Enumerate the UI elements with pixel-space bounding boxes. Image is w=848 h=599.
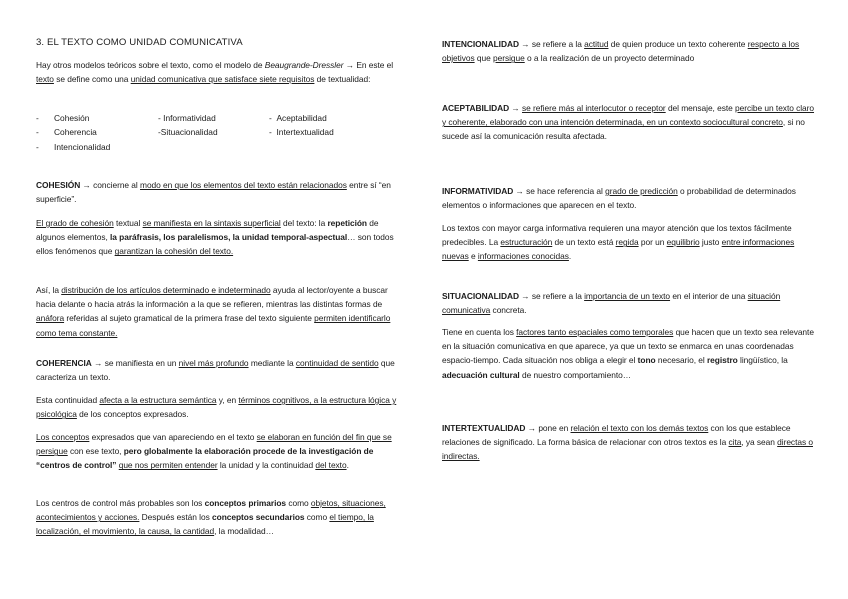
cohesion-paragraph-3: Así, la distribución de los artículos determinado e indeterminado ayuda al lector/oyente a buscar hacia delante o hacia atrás la información a la que se refieren, mientras las distintas formas de anáfora referidas al sujeto gramatical de la primera frase del texto siguiente permiten identificarlo como tema constante. bbox=[36, 285, 391, 338]
list-item: - Aceptabilidad bbox=[269, 113, 327, 123]
list-item: - Intencionalidad bbox=[36, 142, 111, 152]
intencionalidad-definition: INTENCIONALIDAD → se refiere a la actitud de quien produce un texto coherente respecto a los objetivos que persigue o a la realización de un proyecto determinado bbox=[442, 39, 800, 64]
informatividad-definition: INFORMATIVIDAD → se hace referencia al grado de predicción o probabilidad de determinados elementos o informaciones que aparecen en el texto. bbox=[442, 186, 796, 211]
situacionalidad-definition: SITUACIONALIDAD → se refiere a la importancia de un texto en el interior de una situación comunicativa concreta. bbox=[442, 291, 781, 316]
list-item: - Intertextualidad bbox=[269, 127, 334, 137]
list-item: - Coherencia bbox=[36, 127, 97, 137]
cohesion-definition: COHESIÓN → concierne al modo en que los elementos del texto están relacionados entre sí “en superficie”. bbox=[36, 180, 391, 205]
coherencia-paragraph-3: Los conceptos expresados que van apareciendo en el texto se elaboran en función del fin que se persigue con ese texto, pero globalmente la elaboración procede de la investigación de “centros de control” que nos permiten entender la unidad y la continuidad del texto. bbox=[36, 432, 392, 471]
coherencia-paragraph-2: Esta continuidad afecta a la estructura semántica y, en términos cognitivos, a la estructura lógica y psicológica de los conceptos expresados. bbox=[36, 395, 397, 420]
section-title: 3. EL TEXTO COMO UNIDAD COMUNICATIVA bbox=[36, 37, 243, 48]
coherencia-definition: COHERENCIA → se manifiesta en un nivel más profundo mediante la continuidad de sentido que caracteriza un texto. bbox=[36, 358, 395, 383]
intro-paragraph: Hay otros modelos teóricos sobre el texto, como el modelo de Beaugrande-Dressler → En este el texto se define como una unidad comunicativa que satisface siete requisitos de textualidad: bbox=[36, 60, 394, 85]
situacionalidad-paragraph-2: Tiene en cuenta los factores tanto espaciales como temporales que hacen que un texto sea relevante en la situación comunicativa en que aparece, ya que un texto se enmarca en unas coordenadas espacio-tiempo. Cada situación nos obliga a elegir el tono necesario, el registro lingüístico, la adecuación cultural de nuestro comportamiento… bbox=[442, 327, 814, 380]
intertextualidad-definition: INTERTEXTUALIDAD → pone en relación el texto con los demás textos con los que establece relaciones de significado. La forma básica de relacionar con otros textos es la cita, ya sean directas o indirectas. bbox=[442, 423, 813, 462]
aceptabilidad-definition: ACEPTABILIDAD → se refiere más al interlocutor o receptor del mensaje, este percibe un texto claro y coherente, elaborado con una intención determinada, en un contexto sociocultural concreto, si no sucede así la comunicación resulta afectada. bbox=[442, 103, 815, 142]
cohesion-paragraph-2: El grado de cohesión textual se manifiesta en la sintaxis superficial del texto: la repetición de algunos elementos, la paráfrasis, los paralelismos, la unidad temporal-aspectual… son todos ellos fenómenos que garantizan la cohesión del texto. bbox=[36, 218, 394, 257]
list-item: - Informatividad bbox=[158, 113, 216, 123]
list-item: - Cohesión bbox=[36, 113, 90, 123]
coherencia-paragraph-4: Los centros de control más probables son los conceptos primarios como objetos, situaciones, acontecimientos y acciones. Después están los conceptos secundarios como el tiempo, la localización, el movimiento, la causa, la cantidad, la modalidad… bbox=[36, 498, 386, 537]
informatividad-paragraph-2: Los textos con mayor carga informativa requieren una mayor atención que los textos fácilmente predecibles. La estructuración de un texto está regida por un equilibrio justo entre informaciones nuevas e informaciones conocidas. bbox=[442, 223, 795, 262]
list-item: -Situacionalidad bbox=[158, 127, 218, 137]
